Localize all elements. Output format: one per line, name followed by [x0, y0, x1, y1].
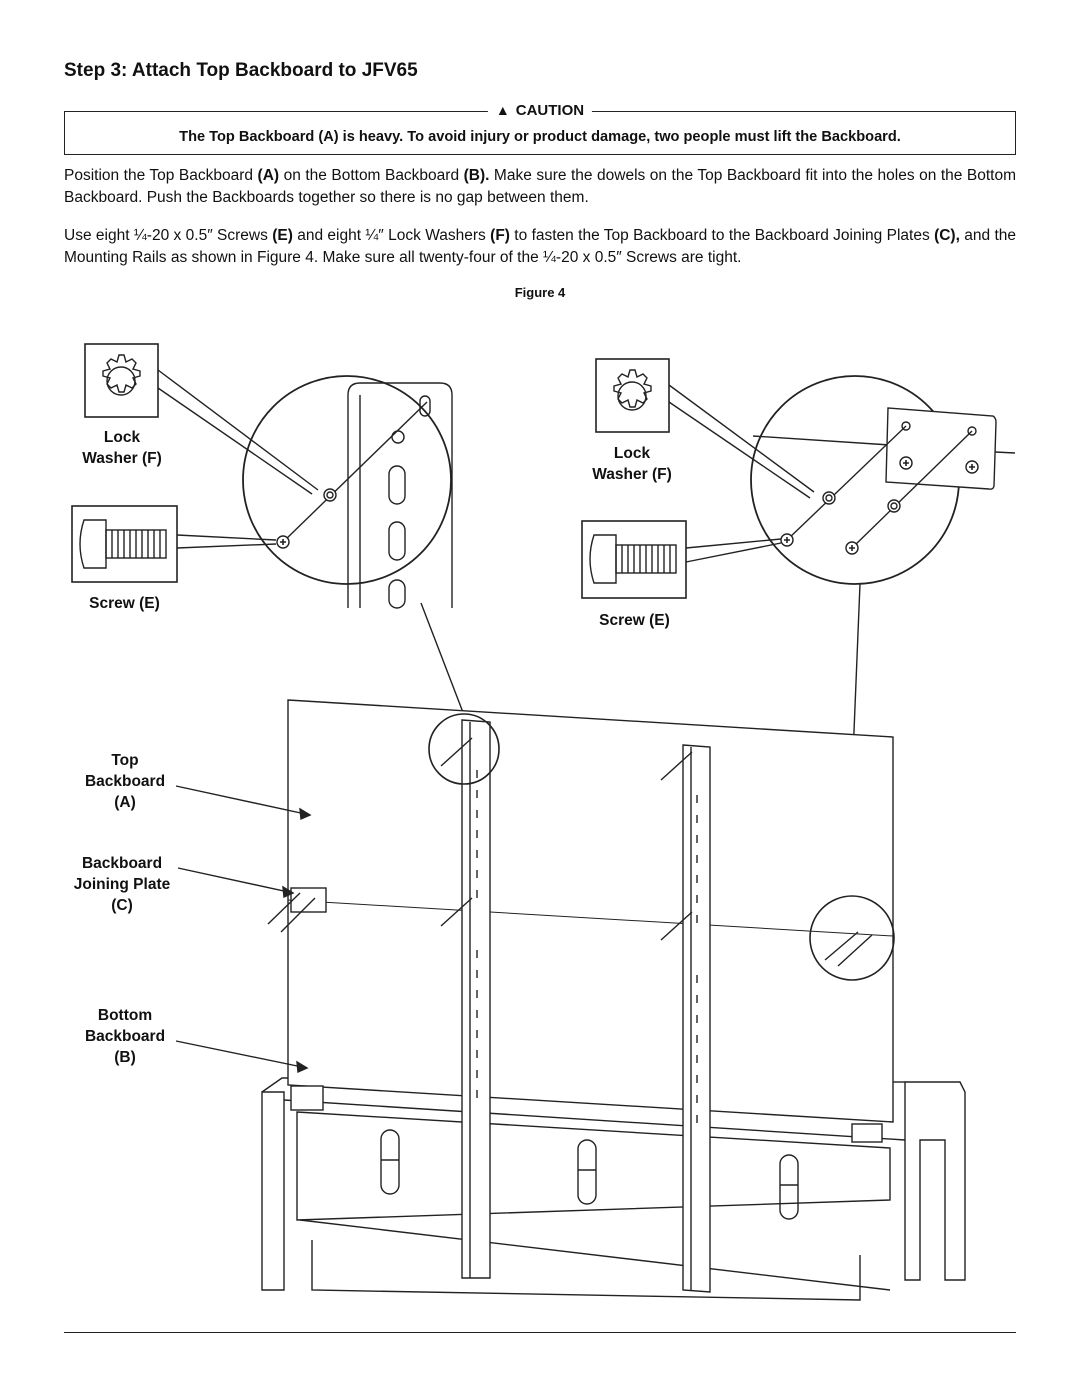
lock-washer-icon: [85, 344, 158, 417]
lock-washer-label-right: [582, 443, 682, 485]
caution-text: The Top Backboard (A) is heavy. To avoid injury or product damage, two people must lift the Backboard.: [179, 129, 901, 145]
lock-washer-label-line: Washer (F): [592, 466, 672, 483]
para1-text-1: Position the Top Backboard: [64, 167, 258, 184]
top-backboard-label-line: (A): [114, 794, 136, 811]
bottom-backboard-label-line: (B): [114, 1049, 136, 1066]
top-backboard-label-line: Top: [111, 752, 139, 769]
joining-plate-label: [62, 853, 182, 916]
screw-label-right: Screw (E): [599, 612, 670, 629]
para2-text-1: Use eight ¼-20 x 0.5″ Screws: [64, 227, 273, 244]
mounting-rail-right: [683, 745, 710, 1292]
para1-text-3: Make sure the dowels on the Top Backboard fit into the holes on the Bottom Backboard. Push the Backboards together so there is no gap between them.: [64, 167, 1016, 206]
para1-bold-1: (A): [257, 167, 280, 184]
caution-label: CAUTION: [515, 102, 585, 119]
bottom-backboard-label: [72, 1005, 178, 1068]
screw-icon: [582, 521, 686, 598]
para1-bold-2: (B).: [463, 167, 490, 184]
detail-circle-left: [243, 376, 452, 608]
lock-washer-label-line: Lock: [613, 445, 651, 462]
para2-bold-3: (C),: [934, 227, 960, 244]
footer-divider: [64, 1332, 1016, 1333]
mounting-rail-left: [462, 720, 490, 1278]
bottom-backboard-label-line: Bottom: [97, 1007, 153, 1024]
joining-plate-label-line: Backboard: [81, 855, 163, 872]
screw-label-left: Screw (E): [89, 595, 160, 612]
page-title: Step 3: Attach Top Backboard to JFV65: [64, 60, 418, 81]
para2-bold-2: (F): [490, 227, 510, 244]
joining-plate-label-line: (C): [111, 897, 133, 914]
para2-text-4: and the Mounting Rails as shown in Figure 4. Make sure all twenty-four of the ¼-20 x 0.5″ Screws are tight.: [64, 227, 1016, 266]
lock-washer-label-left: [72, 427, 172, 469]
screw-icon: [72, 506, 177, 582]
detail-circle-right: [751, 376, 1015, 584]
para2-text-2: and eight ¼″ Lock Washers: [292, 227, 491, 244]
top-backboard-label-line: Backboard: [84, 773, 166, 790]
warning-triangle-icon: ▲: [495, 102, 510, 118]
lock-washer-label-line: Washer (F): [82, 450, 162, 467]
bottom-backboard-label-line: Backboard: [84, 1028, 166, 1045]
lock-washer-label-line: Lock: [103, 429, 141, 446]
figure-caption: Figure 4: [514, 285, 566, 300]
para1-text-2: on the Bottom Backboard: [279, 167, 464, 184]
para2-bold-1: (E): [272, 227, 293, 244]
joining-plate-label-line: Joining Plate: [73, 876, 171, 893]
top-backboard-label: [72, 750, 178, 813]
lock-washer-icon: [596, 359, 669, 432]
para2-text-3: to fasten the Top Backboard to the Backboard Joining Plates: [509, 227, 935, 244]
